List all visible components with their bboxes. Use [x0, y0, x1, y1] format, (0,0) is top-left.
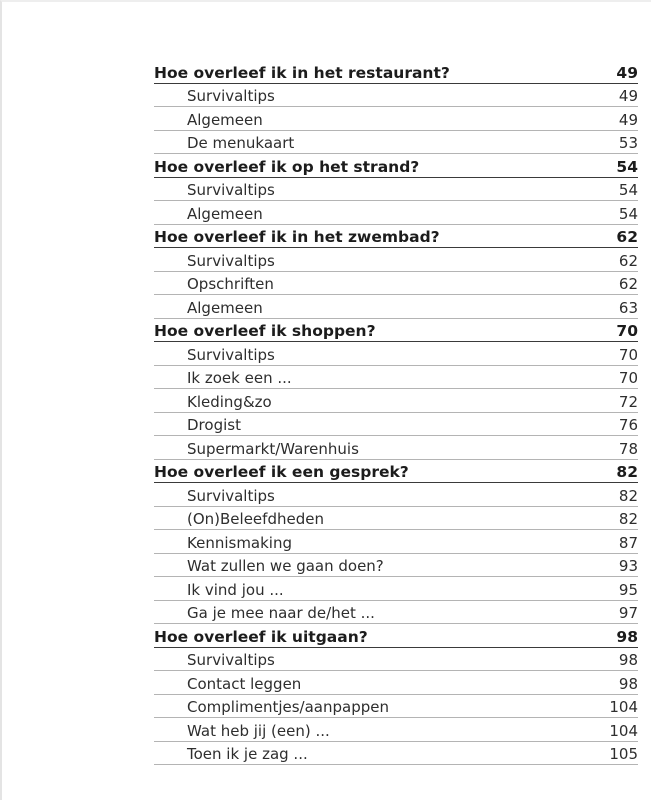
entry-title: Survivaltips [187, 87, 275, 105]
entry-title: Wat heb jij (een) ... [187, 721, 330, 740]
entry-page-number: 98 [618, 674, 638, 693]
section-title: Hoe overleef ik shoppen? [154, 322, 376, 340]
toc-entry[interactable] [154, 342, 638, 366]
entry-page-number: 72 [618, 392, 638, 411]
toc-entry[interactable] [154, 577, 638, 601]
entry-page-number: 104 [609, 698, 638, 716]
entry-page-number: 62 [618, 275, 638, 293]
entry-page-number: 93 [618, 557, 638, 575]
toc-section-heading[interactable] [154, 154, 638, 178]
section-page-number: 62 [616, 228, 638, 246]
entry-page-number: 70 [618, 345, 638, 364]
entry-page-number: 95 [618, 580, 638, 599]
entry-title: Ik vind jou ... [187, 580, 284, 599]
section-title: Hoe overleef ik een gesprek? [154, 463, 409, 481]
toc-section [154, 319, 638, 460]
toc-entry[interactable] [154, 718, 638, 742]
toc-section-heading[interactable] [154, 460, 638, 484]
toc-section-heading[interactable] [154, 225, 638, 249]
toc-entry[interactable] [154, 671, 638, 695]
entry-title: Kleding&zo [187, 392, 272, 411]
section-title: Hoe overleef ik in het zwembad? [154, 228, 440, 246]
toc-entry[interactable] [154, 248, 638, 272]
toc-entry[interactable] [154, 272, 638, 296]
entry-page-number: 54 [618, 204, 638, 223]
toc-section [154, 60, 638, 154]
entry-page-number: 87 [618, 533, 638, 552]
toc-section [154, 460, 638, 625]
section-title: Hoe overleef ik in het restaurant? [154, 63, 450, 82]
entry-page-number: 62 [618, 251, 638, 270]
entry-page-number: 104 [609, 721, 638, 740]
entry-title: Algemeen [187, 298, 263, 317]
section-page-number: 49 [616, 63, 638, 82]
entry-title: Kennismaking [187, 533, 292, 552]
entry-title: Contact leggen [187, 674, 302, 693]
section-page-number: 70 [616, 322, 638, 340]
entry-title: Toen ik je zag ... [187, 745, 308, 763]
toc-entry[interactable] [154, 695, 638, 719]
entry-title: (On)Beleefdheden [187, 510, 324, 528]
entry-title: De menukaart [187, 134, 295, 152]
toc-entry[interactable] [154, 554, 638, 578]
toc-entry[interactable] [154, 483, 638, 507]
entry-title: Drogist [187, 416, 241, 434]
section-page-number: 98 [616, 627, 638, 646]
entry-title: Complimentjes/aanpappen [187, 698, 389, 716]
entry-title: Wat zullen we gaan doen? [187, 557, 384, 575]
toc-entry[interactable] [154, 507, 638, 531]
toc-section-heading[interactable] [154, 624, 638, 648]
section-page-number: 54 [616, 157, 638, 176]
toc-entry[interactable] [154, 178, 638, 202]
entry-page-number: 63 [618, 298, 638, 317]
entry-page-number: 76 [618, 416, 638, 434]
toc-entry[interactable] [154, 530, 638, 554]
entry-page-number: 70 [618, 369, 638, 387]
entry-title: Supermarkt/Warenhuis [187, 439, 359, 458]
toc-entry[interactable] [154, 295, 638, 319]
entry-page-number: 49 [618, 87, 638, 105]
entry-title: Algemeen [187, 204, 263, 223]
toc-entry[interactable] [154, 413, 638, 437]
toc-section [154, 225, 638, 319]
toc-section [154, 624, 638, 765]
entry-title: Ga je mee naar de/het ... [187, 604, 375, 622]
entry-title: Survivaltips [187, 181, 275, 199]
toc-entry[interactable] [154, 107, 638, 131]
entry-page-number: 97 [618, 604, 638, 622]
section-title: Hoe overleef ik op het strand? [154, 157, 420, 176]
entry-title: Survivaltips [187, 486, 275, 505]
toc-entry[interactable] [154, 436, 638, 460]
entry-title: Ik zoek een ... [187, 369, 292, 387]
entry-page-number: 54 [618, 181, 638, 199]
toc-entry[interactable] [154, 131, 638, 155]
entry-title: Survivaltips [187, 345, 275, 364]
entry-page-number: 98 [618, 651, 638, 669]
entry-page-number: 105 [609, 745, 638, 763]
entry-title: Survivaltips [187, 651, 275, 669]
toc-entry[interactable] [154, 201, 638, 225]
section-page-number: 82 [616, 463, 638, 481]
toc-entry[interactable] [154, 601, 638, 625]
entry-title: Survivaltips [187, 251, 275, 270]
toc-section [154, 154, 638, 225]
toc-section-heading[interactable] [154, 319, 638, 343]
entry-page-number: 82 [618, 486, 638, 505]
table-of-contents [154, 60, 638, 765]
toc-entry[interactable] [154, 648, 638, 672]
entry-page-number: 78 [618, 439, 638, 458]
entry-title: Algemeen [187, 110, 263, 129]
section-title: Hoe overleef ik uitgaan? [154, 627, 368, 646]
entry-page-number: 49 [618, 110, 638, 129]
toc-entry[interactable] [154, 389, 638, 413]
toc-entry[interactable] [154, 84, 638, 108]
entry-page-number: 53 [618, 134, 638, 152]
entry-page-number: 82 [618, 510, 638, 528]
entry-title: Opschriften [187, 275, 274, 293]
toc-entry[interactable] [154, 742, 638, 766]
toc-entry[interactable] [154, 366, 638, 390]
toc-section-heading[interactable] [154, 60, 638, 84]
